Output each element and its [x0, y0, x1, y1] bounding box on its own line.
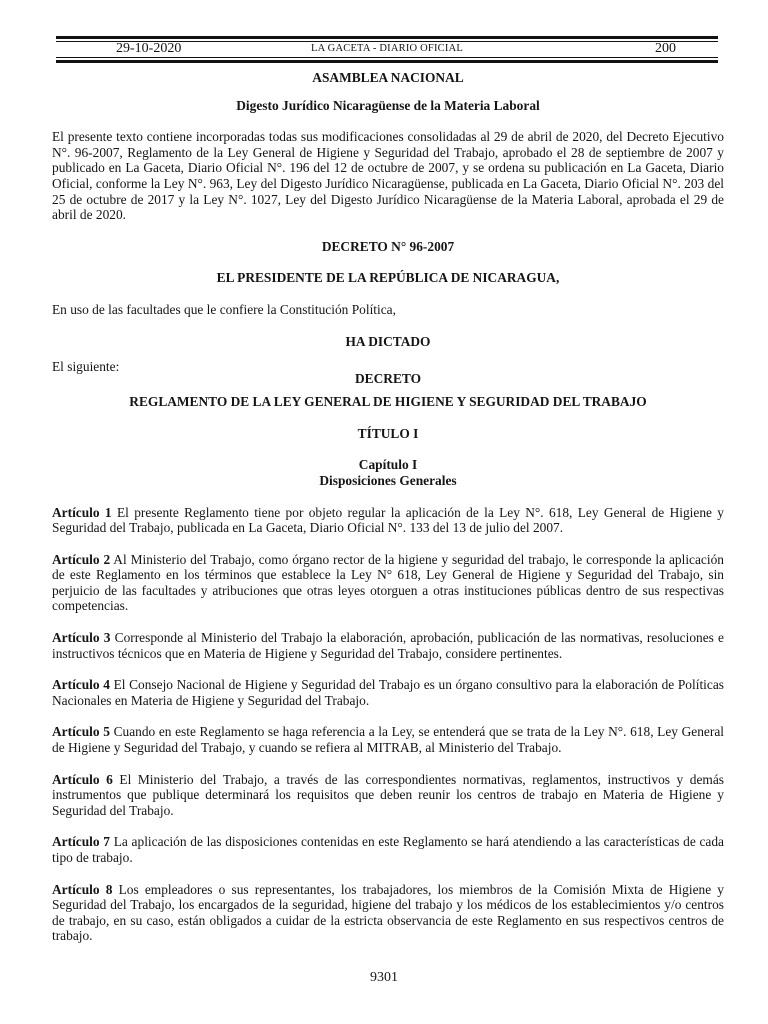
president-heading: EL PRESIDENTE DE LA REPÚBLICA DE NICARAGUA,: [216, 270, 560, 286]
article-8-text: Los empleadores o sus representantes, los trabajadores, los miembros de la Comisión Mixta de Higiene y Seguridad del Trabajo, los encargados de la seguridad, higiene del trabajo y los médicos de los establecimientos y/o centros de trabajo, en su caso, están obligados a cuidar de la estricta observancia de este Reglamento en sus respectivos centros de trabajo.: [52, 881, 724, 944]
article-2-text: Al Ministerio del Trabajo, como órgano rector de la higiene y seguridad del trabajo, le corresponde la aplicación de este Reglamento en los términos que establece la Ley N° 618, Ley General de Higiene y Seguridad del Trabajo, sin perjuicio de las facultades y atribuciones que otras leyes otorguen a otras instituciones públicas dentro de sus respectivas competencias.: [52, 551, 724, 614]
article-5-text: Cuando en este Reglamento se haga referencia a la Ley, se entenderá que se trata de la Ley N°. 618, Ley General de Higiene y Seguridad del Trabajo, y cuando se refiera al MITRAB, al Ministerio del Trabajo.: [52, 724, 724, 756]
institution-heading: ASAMBLEA NACIONAL: [312, 70, 464, 85]
document-subtitle: Digesto Jurídico Nicaragüense de la Materia Laboral: [236, 97, 540, 113]
powers-paragraph: En uso de las facultades que le confiere la Constitución Política,: [52, 301, 396, 317]
article-1-label: Artículo 1: [52, 504, 112, 520]
article-1: [52, 505, 724, 536]
dictated-heading: HA DICTADO: [345, 333, 431, 349]
article-2-label: Artículo 2: [52, 551, 111, 567]
article-6-label: Artículo 6: [52, 771, 113, 787]
article-4: [52, 677, 724, 708]
header-rule-bottom-thick: [56, 60, 718, 63]
footer-page-number: 9301: [370, 970, 398, 985]
chapter-name-heading: Disposiciones Generales: [319, 472, 457, 488]
decree-line: [52, 359, 724, 387]
decree-heading: DECRETO: [355, 371, 421, 387]
header-rule-bottom-thin: [56, 57, 718, 58]
article-7-text: La aplicación de las disposiciones contenidas en este Reglamento se hará atendiendo a las características de cada tipo de trabajo.: [52, 834, 724, 865]
article-3-text: Corresponde al Ministerio del Trabajo la elaboración, aprobación, publicación de las normativas, resoluciones e instructivos técnicos que en Materia de Higiene y Seguridad del Trabajo, considere pertinentes.: [52, 630, 724, 661]
following-text: El siguiente:: [52, 359, 120, 375]
page-header: [56, 40, 718, 58]
article-6: [52, 772, 724, 819]
article-5: [52, 724, 724, 755]
header-date: 29-10-2020: [116, 41, 182, 56]
article-4-text: El Consejo Nacional de Higiene y Seguridad del Trabajo es un órgano consultivo para la elaboración de Políticas Nacionales en Materia de Higiene y Seguridad del Trabajo.: [52, 677, 724, 708]
decree-number-heading: DECRETO N° 96-2007: [321, 238, 455, 254]
article-5-label: Artículo 5: [52, 724, 110, 740]
article-3: [52, 630, 724, 661]
article-6-text: El Ministerio del Trabajo, a través de las correspondientes normativas, reglamentos, instructivos y demás instrumentos que publique determinará los requisitos que deben reunir los centros de trabajo en Materia de Higiene y Seguridad del Trabajo.: [52, 771, 724, 818]
article-7-label: Artículo 7: [52, 834, 111, 850]
chapter-heading: Capítulo I: [358, 457, 418, 473]
article-1-text: El presente Reglamento tiene por objeto regular la aplicación de la Ley N°. 618, Ley General de Higiene y Seguridad del Trabajo, publicada en La Gaceta, Diario Oficial N°. 133 del 13 de julio del 2007.: [52, 504, 724, 536]
article-8-label: Artículo 8: [52, 881, 113, 897]
intro-paragraph: El presente texto contiene incorporadas todas sus modificaciones consolidadas al 29 de abril de 2020, del Decreto Ejecutivo N°. 96-2007, Reglamento de la Ley General de Higiene y Seguridad del Trabajo, aprobado el 28 de septiembre de 2007 y publicado en La Gaceta, Diario Oficial N°. 196 del 12 de octubre de 2007, y se ordena su publicación en La Gaceta, Diario Oficial, conforme la Ley N°. 963, Ley del Digesto Jurídico Nicaragüense, publicada en La Gaceta, Diario Oficial N°. 203 del 25 de octubre de 2017 y la Ley N°. 1027, Ley del Digesto Jurídico Nicaragüense de la Materia Laboral, aprobada el 29 de abril de 2020.: [52, 129, 724, 223]
article-7: [52, 834, 724, 865]
article-8: [52, 882, 724, 944]
header-page-number: 200: [655, 41, 676, 56]
regulation-title: REGLAMENTO DE LA LEY GENERAL DE HIGIENE Y SEGURIDAD DEL TRABAJO: [129, 394, 647, 410]
header-publication: LA GACETA - DIARIO OFICIAL: [311, 43, 463, 54]
article-2: [52, 552, 724, 614]
title-section-heading: TÍTULO I: [357, 425, 419, 441]
document-body: [52, 70, 724, 944]
article-4-label: Artículo 4: [52, 677, 110, 693]
article-3-label: Artículo 3: [52, 630, 111, 646]
header-rule-top-thick: [56, 36, 718, 39]
